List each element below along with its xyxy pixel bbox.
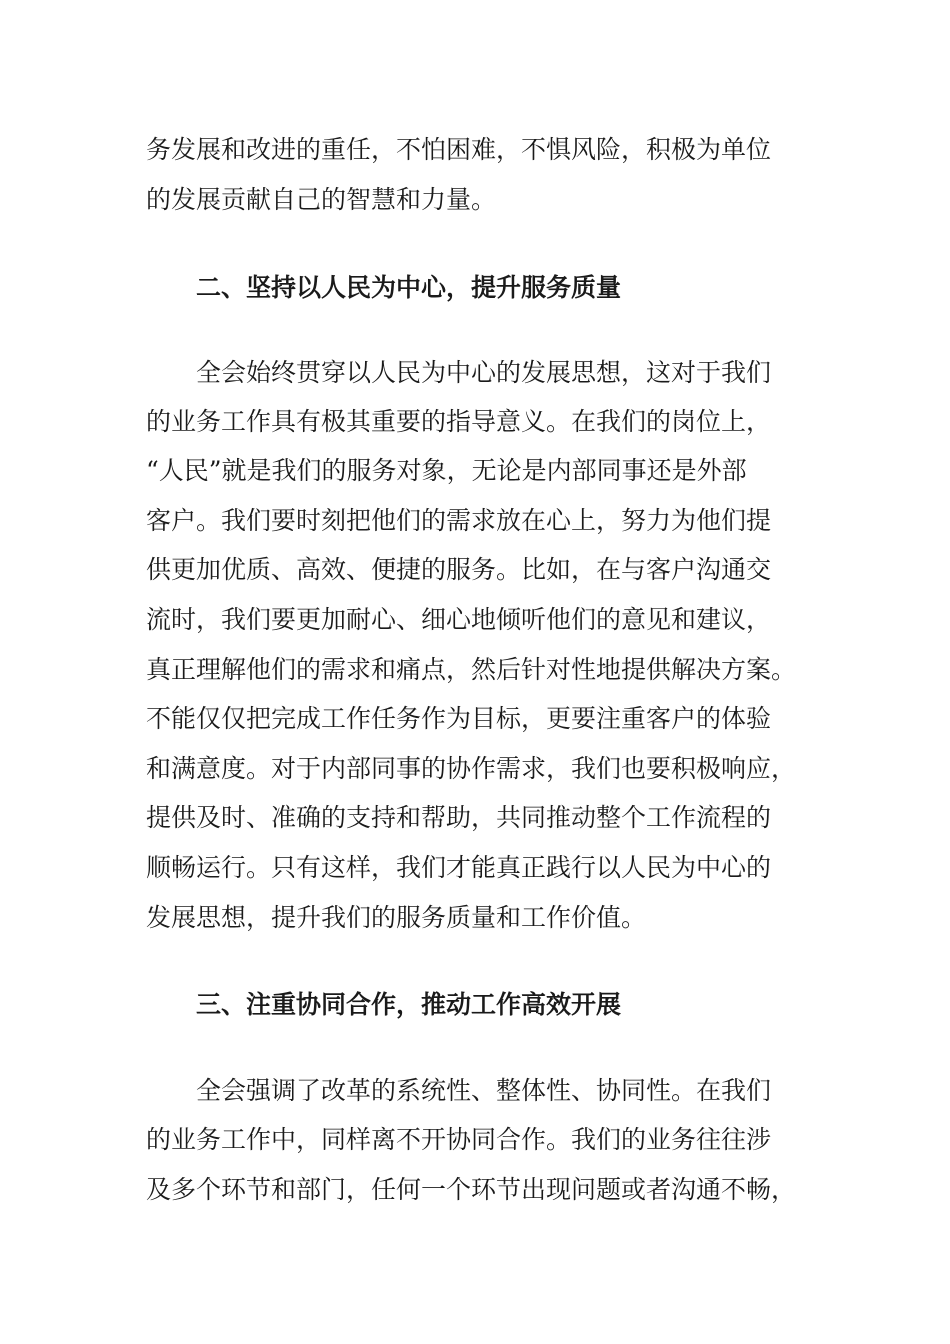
paragraph-line: 务发展和改进的重任，不怕困难，不惧风险，积极为单位	[146, 135, 772, 164]
paragraph-line: “人民”就是我们的服务对象，无论是内部同事还是外部	[146, 456, 747, 485]
paragraph-line: 客户。我们要时刻把他们的需求放在心上，努力为他们提	[146, 506, 772, 535]
paragraph-line: 提供及时、准确的支持和帮助，共同推动整个工作流程的	[146, 803, 772, 832]
paragraph-line: 的业务工作具有极其重要的指导意义。在我们的岗位上，	[146, 407, 772, 436]
paragraph-line: 和满意度。对于内部同事的协作需求，我们也要积极响应，	[146, 754, 797, 783]
paragraph-line: 的业务工作中，同样离不开协同合作。我们的业务往往涉	[146, 1125, 772, 1154]
paragraph-line: 全会强调了改革的系统性、整体性、协同性。在我们	[196, 1076, 772, 1105]
paragraph-line: 真正理解他们的需求和痛点，然后针对性地提供解决方案。	[146, 655, 797, 684]
paragraph-line: 顺畅运行。只有这样，我们才能真正践行以人民为中心的	[146, 853, 772, 882]
section-heading-3: 三、注重协同合作，推动工作高效开展	[196, 990, 622, 1019]
paragraph-line: 及多个环节和部门，任何一个环节出现问题或者沟通不畅，	[146, 1175, 797, 1204]
paragraph-line: 全会始终贯穿以人民为中心的发展思想，这对于我们	[196, 358, 772, 387]
paragraph-line: 的发展贡献自己的智慧和力量。	[146, 185, 497, 214]
paragraph-line: 供更加优质、高效、便捷的服务。比如，在与客户沟通交	[146, 555, 772, 584]
paragraph-line: 流时，我们要更加耐心、细心地倾听他们的意见和建议，	[146, 605, 772, 634]
paragraph-line: 不能仅仅把完成工作任务作为目标，更要注重客户的体验	[146, 704, 772, 733]
paragraph-line: 发展思想，提升我们的服务质量和工作价值。	[146, 903, 647, 932]
section-heading-2: 二、坚持以人民为中心，提升服务质量	[196, 273, 622, 302]
